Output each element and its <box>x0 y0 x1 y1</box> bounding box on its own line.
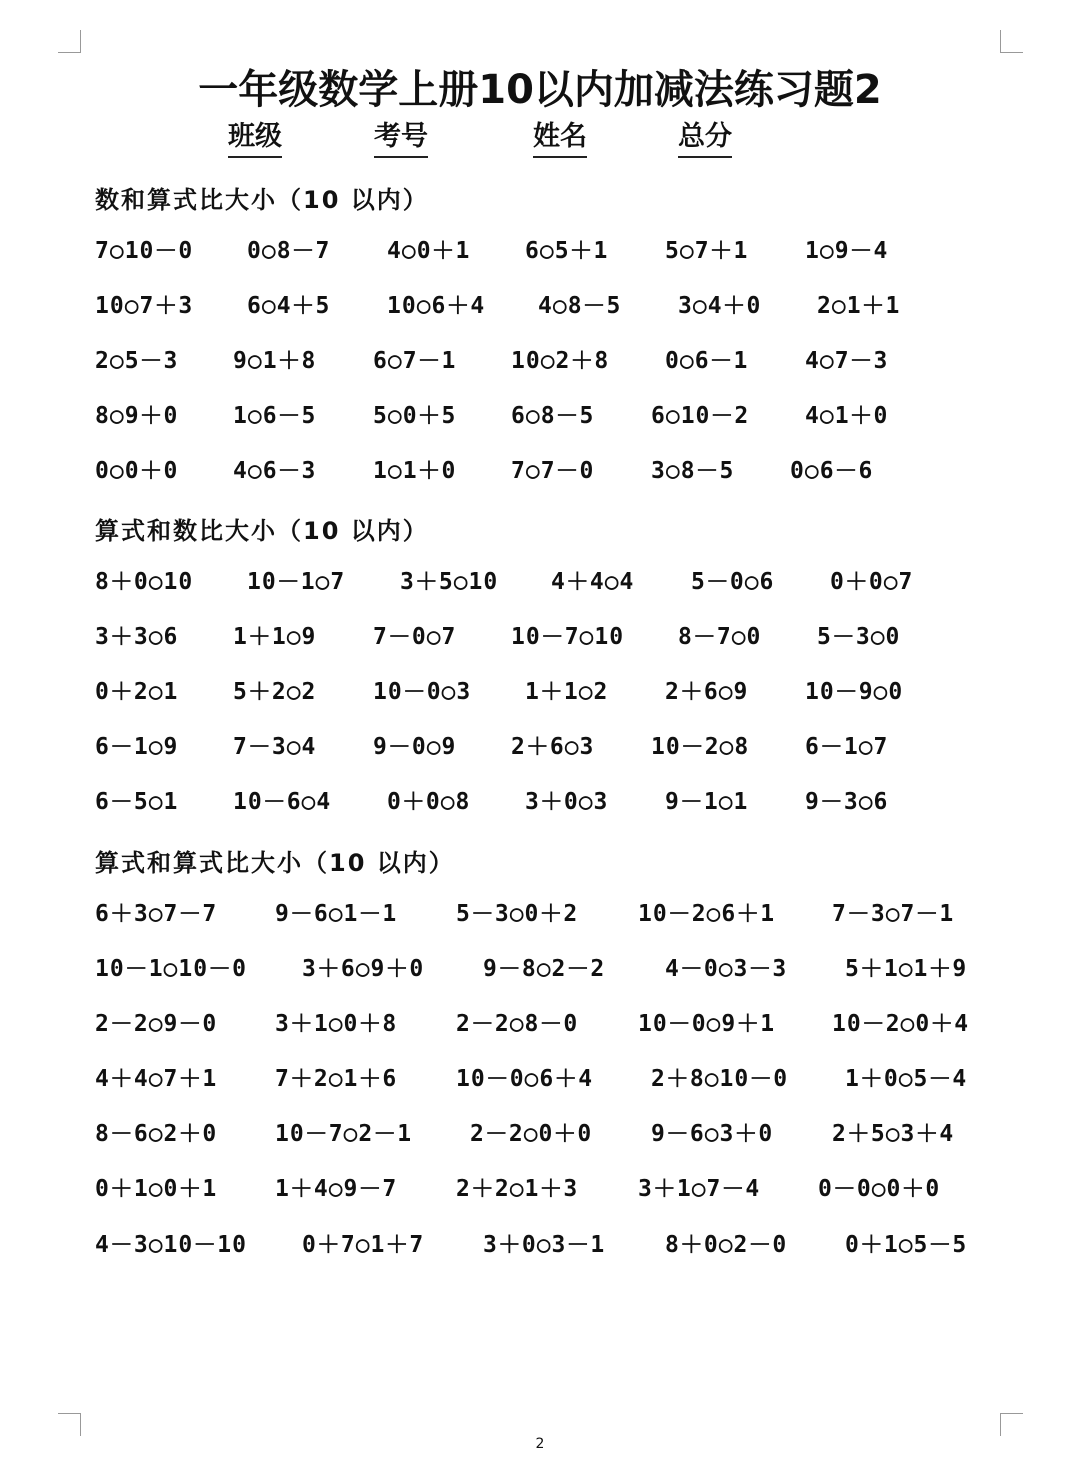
comparison-problem: 4＋4○4 <box>551 569 635 595</box>
comparison-problem: 2－2○0＋0 <box>470 1121 593 1147</box>
comparison-problem: 2－2○8－0 <box>456 1011 579 1037</box>
comparison-problem: 1＋4○9－7 <box>275 1176 398 1202</box>
total-score-label: 总分 <box>678 120 732 158</box>
problem-row <box>95 953 995 985</box>
class-label: 班级 <box>228 120 282 158</box>
comparison-problem: 5○7＋1 <box>665 238 749 264</box>
comparison-problem: 0＋7○1＋7 <box>302 1232 425 1258</box>
comparison-problem: 1○6－5 <box>233 403 317 429</box>
comparison-problem: 2＋5○3＋4 <box>832 1121 955 1147</box>
comparison-problem: 8○9＋0 <box>95 403 179 429</box>
comparison-problem: 6－5○1 <box>95 789 179 815</box>
comparison-problem: 3＋3○6 <box>95 624 179 650</box>
comparison-problem: 6＋3○7－7 <box>95 901 218 927</box>
comparison-problem: 6－1○7 <box>805 734 889 760</box>
comparison-problem: 8－7○0 <box>678 624 762 650</box>
comparison-problem: 4＋4○7＋1 <box>95 1066 218 1092</box>
problem-row <box>95 1063 995 1095</box>
comparison-problem: 3＋1○7－4 <box>638 1176 761 1202</box>
problem-row <box>95 290 995 322</box>
problem-row <box>95 1229 995 1261</box>
comparison-problem: 10－6○4 <box>233 789 332 815</box>
comparison-problem: 9－0○9 <box>373 734 457 760</box>
comparison-problem: 10－1○10－0 <box>95 956 247 982</box>
comparison-problem: 0－0○0＋0 <box>818 1176 941 1202</box>
section-title-expression-vs-expression: 算式和算式比大小（10 以内） <box>95 849 455 877</box>
comparison-problem: 2○5－3 <box>95 348 179 374</box>
comparison-problem: 7○10－0 <box>95 238 194 264</box>
comparison-problem: 6○7－1 <box>373 348 457 374</box>
section-title-expression-vs-number: 算式和数比大小（10 以内） <box>95 517 429 545</box>
comparison-problem: 6○4＋5 <box>247 293 331 319</box>
comparison-problem: 10－0○6＋4 <box>456 1066 594 1092</box>
comparison-problem: 0○6－6 <box>790 458 874 484</box>
comparison-problem: 2＋8○10－0 <box>651 1066 789 1092</box>
comparison-problem: 9－1○1 <box>665 789 749 815</box>
comparison-problem: 7－3○4 <box>233 734 317 760</box>
comparison-problem: 0＋2○1 <box>95 679 179 705</box>
comparison-problem: 6○8－5 <box>511 403 595 429</box>
comparison-problem: 2＋2○1＋3 <box>456 1176 579 1202</box>
problem-row <box>95 400 995 432</box>
comparison-problem: 0○0＋0 <box>95 458 179 484</box>
problem-row <box>95 731 995 763</box>
comparison-problem: 5－0○6 <box>691 569 775 595</box>
name-label: 姓名 <box>533 120 587 158</box>
comparison-problem: 2－2○9－0 <box>95 1011 218 1037</box>
comparison-problem: 8－6○2＋0 <box>95 1121 218 1147</box>
comparison-problem: 7－0○7 <box>373 624 457 650</box>
comparison-problem: 10－7○2－1 <box>275 1121 413 1147</box>
comparison-problem: 6○5＋1 <box>525 238 609 264</box>
problem-row <box>95 455 995 487</box>
comparison-problem: 10－7○10 <box>511 624 625 650</box>
comparison-problem: 1○1＋0 <box>373 458 457 484</box>
comparison-problem: 0＋0○7 <box>830 569 914 595</box>
comparison-problem: 0○6－1 <box>665 348 749 374</box>
comparison-problem: 9－8○2－2 <box>483 956 606 982</box>
comparison-problem: 2○1＋1 <box>817 293 901 319</box>
comparison-problem: 4○1＋0 <box>805 403 889 429</box>
problem-row <box>95 235 995 267</box>
comparison-problem: 2＋6○3 <box>511 734 595 760</box>
comparison-problem: 6○10－2 <box>651 403 750 429</box>
comparison-problem: 5＋2○2 <box>233 679 317 705</box>
comparison-problem: 5＋1○1＋9 <box>845 956 968 982</box>
comparison-problem: 3＋5○10 <box>400 569 499 595</box>
comparison-problem: 3○4＋0 <box>678 293 762 319</box>
problem-row <box>95 1173 995 1205</box>
comparison-problem: 10○2＋8 <box>511 348 610 374</box>
problem-row <box>95 1008 995 1040</box>
comparison-problem: 4○6－3 <box>233 458 317 484</box>
comparison-problem: 8＋0○10 <box>95 569 194 595</box>
crop-mark-bottom-right <box>1000 1413 1023 1436</box>
section-title-number-vs-expression: 数和算式比大小（10 以内） <box>95 186 429 214</box>
comparison-problem: 4○8－5 <box>538 293 622 319</box>
page-number: 2 <box>535 1436 545 1452</box>
comparison-problem: 10－0○3 <box>373 679 472 705</box>
comparison-problem: 10○6＋4 <box>387 293 486 319</box>
comparison-problem: 3○8－5 <box>651 458 735 484</box>
problem-row <box>95 621 995 653</box>
comparison-problem: 5－3○0 <box>817 624 901 650</box>
comparison-problem: 3＋0○3－1 <box>483 1232 606 1258</box>
comparison-problem: 0○8－7 <box>247 238 331 264</box>
comparison-problem: 9－6○1－1 <box>275 901 398 927</box>
comparison-problem: 6－1○9 <box>95 734 179 760</box>
comparison-problem: 10－2○0＋4 <box>832 1011 970 1037</box>
comparison-problem: 0＋1○0＋1 <box>95 1176 218 1202</box>
comparison-problem: 10－1○7 <box>247 569 346 595</box>
comparison-problem: 10－0○9＋1 <box>638 1011 776 1037</box>
comparison-problem: 3＋0○3 <box>525 789 609 815</box>
crop-mark-top-right <box>1000 30 1023 53</box>
problem-row <box>95 1118 995 1150</box>
problem-row <box>95 898 995 930</box>
comparison-problem: 4－3○10－10 <box>95 1232 247 1258</box>
problem-row <box>95 345 995 377</box>
comparison-problem: 7○7－0 <box>511 458 595 484</box>
comparison-problem: 7＋2○1＋6 <box>275 1066 398 1092</box>
comparison-problem: 9○1＋8 <box>233 348 317 374</box>
comparison-problem: 0＋1○5－5 <box>845 1232 968 1258</box>
problem-row <box>95 566 995 598</box>
comparison-problem: 1＋1○2 <box>525 679 609 705</box>
comparison-problem: 10－2○6＋1 <box>638 901 776 927</box>
comparison-problem: 5－3○0＋2 <box>456 901 579 927</box>
comparison-problem: 4－0○3－3 <box>665 956 788 982</box>
comparison-problem: 3＋6○9＋0 <box>302 956 425 982</box>
comparison-problem: 1＋1○9 <box>233 624 317 650</box>
comparison-problem: 9－6○3＋0 <box>651 1121 774 1147</box>
problem-row <box>95 786 995 818</box>
comparison-problem: 10－9○0 <box>805 679 904 705</box>
comparison-problem: 4○0＋1 <box>387 238 471 264</box>
comparison-problem: 1○9－4 <box>805 238 889 264</box>
comparison-problem: 8＋0○2－0 <box>665 1232 788 1258</box>
problem-row <box>95 676 995 708</box>
comparison-problem: 4○7－3 <box>805 348 889 374</box>
exam-number-label: 考号 <box>374 120 428 158</box>
comparison-problem: 3＋1○0＋8 <box>275 1011 398 1037</box>
comparison-problem: 2＋6○9 <box>665 679 749 705</box>
crop-mark-bottom-left <box>58 1413 81 1436</box>
comparison-problem: 9－3○6 <box>805 789 889 815</box>
comparison-problem: 5○0＋5 <box>373 403 457 429</box>
comparison-problem: 7－3○7－1 <box>832 901 955 927</box>
crop-mark-top-left <box>58 30 81 53</box>
worksheet-title: 一年级数学上册10以内加减法练习题2 <box>198 67 882 113</box>
comparison-problem: 1＋0○5－4 <box>845 1066 968 1092</box>
comparison-problem: 0＋0○8 <box>387 789 471 815</box>
comparison-problem: 10－2○8 <box>651 734 750 760</box>
comparison-problem: 10○7＋3 <box>95 293 194 319</box>
